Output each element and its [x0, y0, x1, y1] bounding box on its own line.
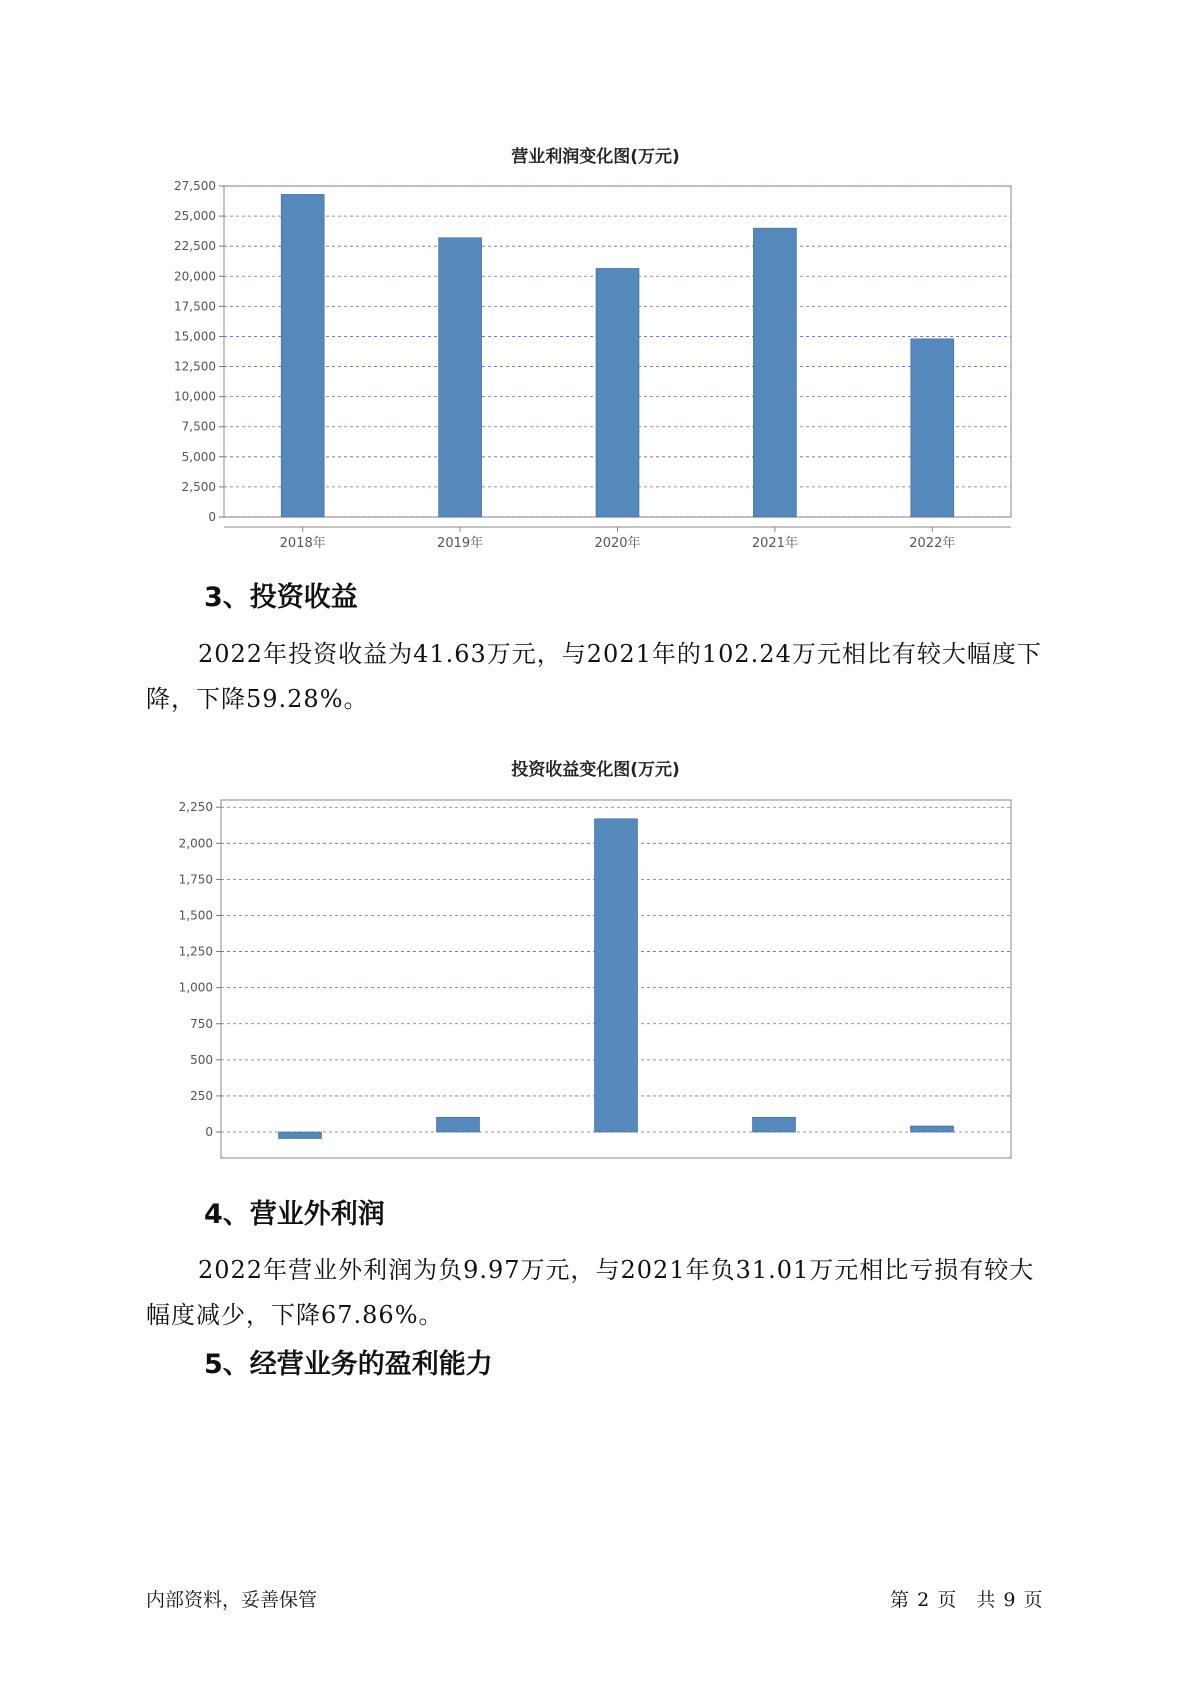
y-tick-label: 15,000 — [174, 329, 216, 344]
y-tick-label: 5,000 — [181, 449, 216, 464]
bar-2018年 — [281, 194, 324, 517]
y-tick-label: 7,500 — [181, 419, 216, 434]
y-tick-label: 0 — [205, 1125, 213, 1140]
section-4-paragraph: 2022年营业外利润为负9.97万元，与2021年负31.01万元相比亏损有较大幅度减少，下降67.86%。 — [146, 1256, 1035, 1329]
y-tick-label: 12,500 — [174, 359, 216, 374]
bar-2019年 — [439, 238, 482, 517]
chart1-title: 营业利润变化图(万元) — [511, 147, 680, 167]
bar-2021年 — [753, 1117, 796, 1132]
x-tick-label: 2018年 — [279, 536, 326, 550]
bar-2020年 — [595, 819, 638, 1132]
y-tick-label: 10,000 — [174, 389, 216, 404]
y-tick-label: 17,500 — [174, 299, 216, 314]
y-tick-label: 1,750 — [178, 872, 213, 887]
x-tick-label: 2021年 — [751, 536, 798, 550]
x-tick-label: 2020年 — [594, 536, 641, 550]
total-word: 页 — [1023, 1589, 1043, 1611]
y-tick-label: 0 — [208, 510, 216, 524]
y-tick-label: 2,250 — [178, 800, 213, 815]
investment-income-chart — [0, 780, 1191, 1170]
section-4-heading: 4、营业外利润 — [204, 1199, 385, 1230]
operating-profit-chart — [0, 165, 1191, 550]
y-tick-label: 2,500 — [181, 479, 216, 494]
y-tick-label: 22,500 — [174, 239, 216, 254]
y-tick-label: 1,250 — [178, 944, 213, 959]
bar-2021年 — [753, 228, 796, 517]
y-tick-label: 27,500 — [174, 179, 216, 193]
bar-2020年 — [596, 268, 639, 517]
y-tick-label: 250 — [190, 1088, 213, 1103]
y-tick-label: 1,000 — [178, 980, 213, 995]
page-prefix: 第 — [890, 1589, 910, 1611]
bar-2022年 — [911, 339, 954, 517]
y-tick-label: 25,000 — [174, 209, 216, 224]
section-3-heading: 3、投资收益 — [204, 582, 358, 613]
page-num: 2 — [917, 1589, 930, 1611]
total-prefix: 共 — [976, 1589, 996, 1611]
bar-2018年 — [279, 1132, 322, 1138]
page-number — [890, 1585, 1045, 1612]
y-tick-label: 2,000 — [178, 836, 213, 851]
total-num: 9 — [1003, 1589, 1016, 1611]
y-tick-label: 500 — [190, 1052, 213, 1067]
y-tick-label: 20,000 — [174, 269, 216, 284]
bar-2019年 — [437, 1117, 480, 1132]
x-tick-label: 2019年 — [437, 536, 484, 550]
section-5-heading: 5、经营业务的盈利能力 — [204, 1349, 493, 1380]
page-word: 页 — [937, 1589, 957, 1611]
y-tick-label: 750 — [190, 1016, 213, 1031]
y-tick-label: 1,500 — [178, 908, 213, 923]
section-3-paragraph: 2022年投资收益为41.63万元，与2021年的102.24万元相比有较大幅度下降，下降59.28%。 — [146, 640, 1042, 713]
bar-2022年 — [911, 1126, 954, 1132]
x-tick-label: 2022年 — [909, 536, 956, 550]
chart2-title: 投资收益变化图(万元) — [511, 760, 680, 780]
footer-confidential-note: 内部资料，妥善保管 — [146, 1589, 318, 1611]
